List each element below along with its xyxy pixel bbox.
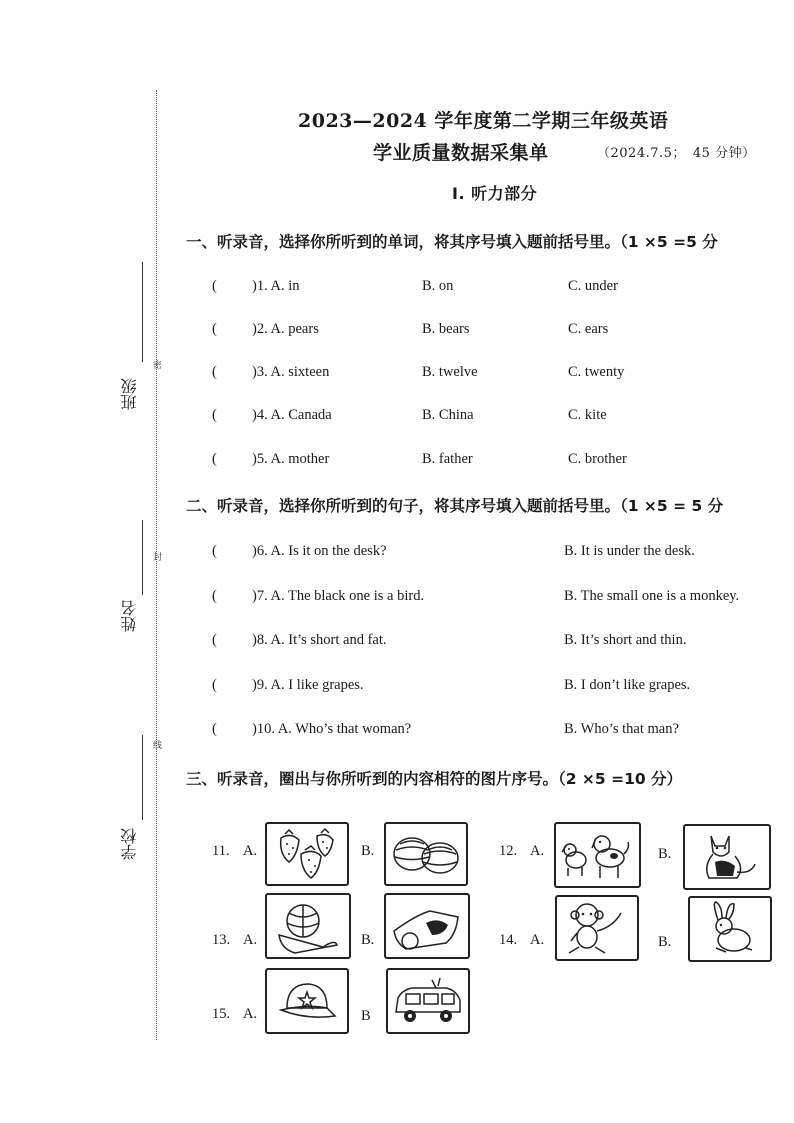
answer-bracket[interactable]: ( bbox=[212, 278, 217, 294]
part-heading: Ⅰ. 听力部分 bbox=[452, 184, 538, 203]
q10-option-a: )10. A. Who’s that woman? bbox=[252, 721, 412, 737]
answer-bracket[interactable]: ( bbox=[212, 407, 217, 423]
q8-option-a: )8. A. It’s short and fat. bbox=[252, 632, 387, 648]
seal-mark-2: 封 bbox=[151, 552, 161, 561]
answer-bracket[interactable]: ( bbox=[212, 677, 217, 693]
name-blank-line bbox=[142, 520, 143, 595]
answer-bracket[interactable]: ( bbox=[212, 632, 217, 648]
q9-option-b: B. I don’t like grapes. bbox=[564, 677, 691, 693]
q1-option-b: B. on bbox=[422, 278, 454, 294]
q3-option-c: C. twenty bbox=[568, 364, 625, 380]
q1-option-c: C. under bbox=[568, 278, 618, 294]
q6-option-b: B. It is under the desk. bbox=[564, 543, 695, 559]
q15-option-a[interactable]: A. bbox=[243, 1006, 258, 1022]
page-title: 2023—2024 学年度第二学期三年级英语 bbox=[298, 110, 669, 132]
school-label: 学校 bbox=[120, 828, 139, 860]
monkey-icon[interactable] bbox=[555, 895, 639, 961]
rabbit-icon[interactable] bbox=[688, 896, 772, 962]
q7-option-a: )7. A. The black one is a bird. bbox=[252, 588, 425, 604]
q7-option-b: B. The small one is a monkey. bbox=[564, 588, 740, 604]
answer-bracket[interactable]: ( bbox=[212, 588, 217, 604]
q8-option-b: B. It’s short and thin. bbox=[564, 632, 687, 648]
section2-heading: 二、听录音，选择你所听到的句子，将其序号填入题前括号里。（1 ×5 = 5 分 bbox=[186, 497, 724, 515]
q6-option-a: )6. A. Is it on the desk? bbox=[252, 543, 387, 559]
answer-bracket[interactable]: ( bbox=[212, 321, 217, 337]
answer-bracket[interactable]: ( bbox=[212, 451, 217, 467]
q13-option-b[interactable]: B. bbox=[361, 932, 375, 948]
class-label: 班级 bbox=[120, 378, 139, 410]
watermelons-icon[interactable] bbox=[384, 822, 468, 886]
binding-dotted-line bbox=[156, 90, 157, 1040]
q15-number: 15. bbox=[212, 1006, 231, 1022]
section3-heading: 三、听录音，圈出与你所听到的内容相符的图片序号。（2 ×5 =10 分） bbox=[186, 770, 683, 788]
q10-option-b: B. Who’s that man? bbox=[564, 721, 679, 737]
q3-option-b: B. twelve bbox=[422, 364, 478, 380]
ball-on-map-icon[interactable] bbox=[265, 893, 351, 959]
q2-option-a: )2. A. pears bbox=[252, 321, 319, 337]
q3-option-a: )3. A. sixteen bbox=[252, 364, 330, 380]
q11-option-a[interactable]: A. bbox=[243, 843, 258, 859]
q14-number: 14. bbox=[499, 932, 518, 948]
school-blank-line bbox=[142, 735, 143, 820]
q5-option-b: B. father bbox=[422, 451, 473, 467]
section1-heading: 一、听录音，选择你所听到的单词，将其序号填入题前括号里。（1 ×5 =5 分 bbox=[186, 233, 718, 251]
date-duration: （2024.7.5； 45 分钟） bbox=[597, 146, 756, 161]
q11-number: 11. bbox=[212, 843, 230, 859]
q4-option-a: )4. A. Canada bbox=[252, 407, 332, 423]
q2-option-b: B. bears bbox=[422, 321, 470, 337]
line-mark: 线 bbox=[151, 740, 161, 749]
q13-option-a[interactable]: A. bbox=[243, 932, 258, 948]
q4-option-c: C. kite bbox=[568, 407, 607, 423]
q12-option-a[interactable]: A. bbox=[530, 843, 545, 859]
q15-option-b[interactable]: B bbox=[361, 1008, 371, 1024]
q5-option-a: )5. A. mother bbox=[252, 451, 330, 467]
q1-option-a: )1. A. in bbox=[252, 278, 300, 294]
q4-option-b: B. China bbox=[422, 407, 474, 423]
q12-option-b[interactable]: B. bbox=[658, 846, 672, 862]
name-label: 姓名 bbox=[120, 600, 139, 632]
class-blank-line bbox=[142, 262, 143, 362]
strawberries-icon[interactable] bbox=[265, 822, 349, 886]
seal-mark: 密 bbox=[151, 360, 161, 369]
q13-number: 13. bbox=[212, 932, 231, 948]
q14-option-b[interactable]: B. bbox=[658, 934, 672, 950]
answer-bracket[interactable]: ( bbox=[212, 364, 217, 380]
q2-option-c: C. ears bbox=[568, 321, 609, 337]
q9-option-a: )9. A. I like grapes. bbox=[252, 677, 364, 693]
q12-number: 12. bbox=[499, 843, 518, 859]
answer-bracket[interactable]: ( bbox=[212, 721, 217, 737]
q14-option-a[interactable]: A. bbox=[530, 932, 545, 948]
car-icon[interactable] bbox=[386, 968, 470, 1034]
dogs-icon[interactable] bbox=[554, 822, 641, 888]
page-title-2: 学业质量数据采集单 bbox=[373, 142, 549, 164]
cap-icon[interactable] bbox=[265, 968, 349, 1034]
q5-option-c: C. brother bbox=[568, 451, 627, 467]
q11-option-b[interactable]: B. bbox=[361, 843, 375, 859]
cat-icon[interactable] bbox=[683, 824, 771, 890]
answer-bracket[interactable]: ( bbox=[212, 543, 217, 559]
ball-under-map-icon[interactable] bbox=[384, 893, 470, 959]
